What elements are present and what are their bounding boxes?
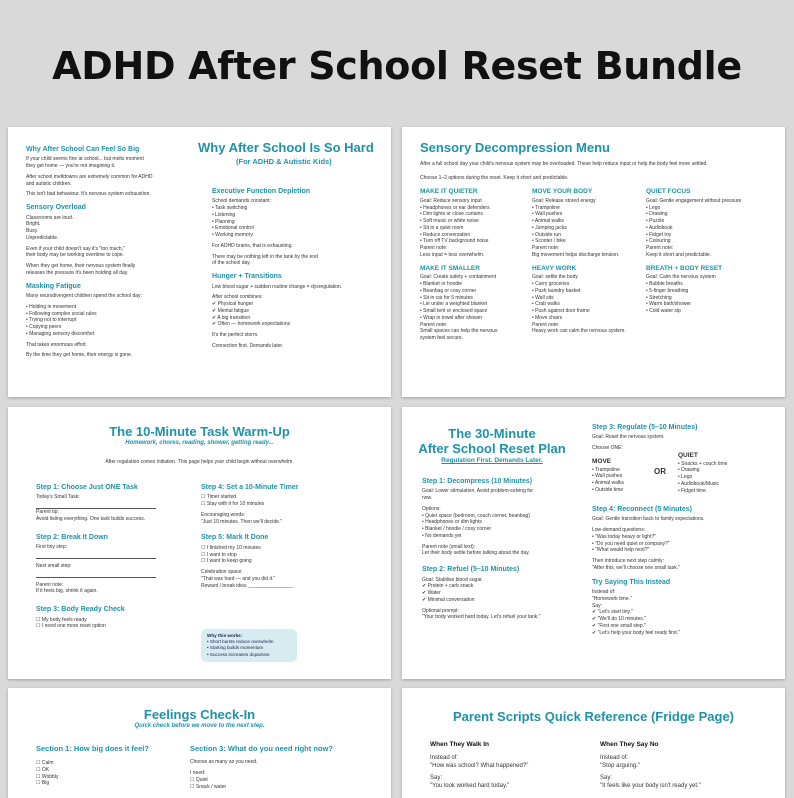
script-c2-line: Instead of:	[600, 755, 629, 761]
p1-right-line: For ADHD brains, that is exhausting.	[212, 242, 293, 249]
p2-column-1	[420, 185, 530, 342]
page-sensory-menu	[402, 127, 785, 397]
page-task-warmup	[8, 407, 391, 679]
p2-card-line: • Reduce conversation	[420, 231, 471, 238]
p1-left-line: Classrooms are loud.	[26, 214, 74, 221]
p1-right-heading: Hunger + Transitions	[212, 273, 282, 281]
p1-left-line: releases the pressure it's been holding all day.	[26, 269, 129, 276]
p4-step-line: ✔ "We'll do 10 minutes."	[592, 616, 646, 623]
p2-card-line: Heavy work can calm the nervous system.	[532, 328, 626, 335]
p2-card-line: • 5-finger breathing	[646, 287, 689, 294]
p2-card-line: • Animal walks	[532, 218, 565, 225]
p4-step-line: ✔ Protein + carb snack	[422, 583, 474, 590]
p6-col2	[600, 754, 701, 790]
callout-line: • Success increases dopamine	[207, 651, 270, 657]
p2-card-line: • Bubble breaths	[646, 281, 683, 288]
p4-step-line: "Your body worked hard today. Let's refuel your tank."	[422, 614, 541, 621]
p1-right-column	[212, 187, 382, 350]
p1-left-line: Many neurodivergent children spend the school day:	[26, 293, 142, 300]
p2-card-line: • Lie under a weighted blanket	[420, 301, 488, 308]
p2-card-line: Goal: Release stored energy	[532, 197, 596, 204]
quiet-option-line: • Lego	[678, 474, 693, 481]
p1-right-line: • Task switching	[212, 205, 248, 212]
script-c1-line: Instead of:	[430, 755, 459, 761]
p4-step-line: Then introduce next step calmly:	[592, 558, 664, 565]
p3-subtitle: Homework, chores, reading, shower, getting ready...	[125, 440, 274, 446]
move-option-line: • Wall pushes	[592, 473, 623, 480]
p3-step-heading: Step 3: Body Ready Check	[36, 606, 125, 614]
p3-step-line: If it feels big, shrink it again.	[36, 588, 98, 595]
p2-card-line: Keep it short and predictable.	[646, 251, 712, 258]
p5-section-3-intro: Choose as many as you need.	[190, 759, 258, 765]
p2-card-line: • Small tent or enclosed space	[420, 308, 488, 315]
p2-card-line: Small spaces can help the nervous	[420, 328, 498, 335]
p4-step-line: "Homework time."	[592, 595, 632, 602]
p1-right-heading: Executive Function Depletion	[212, 188, 311, 195]
need-option-line: I need:	[190, 770, 206, 776]
p3-step-heading: Step 1: Choose Just ONE Task	[36, 484, 138, 491]
p2-card-line: • Carry groceries	[532, 281, 570, 288]
p1-right-line: • Planning	[212, 218, 235, 225]
p2-card-line: • Colouring	[646, 238, 671, 245]
p3-right-column	[201, 471, 371, 589]
p2-card-line: • Cold water sip	[646, 308, 681, 315]
p3-title: The 10-Minute Task Warm-Up	[109, 424, 290, 439]
p4-step-line: ✔ "Let's start tiny."	[592, 609, 633, 616]
p1-left-line: they get home — you're not imagining it.	[26, 163, 116, 170]
p4-step-line: • Blanket / hoodie / cosy corner	[422, 526, 492, 533]
p2-intro-choose: Choose 1–2 options during the reset. Keep it short and predictable.	[420, 175, 569, 181]
p1-right-line: ✔ Mental fatigue	[212, 307, 249, 314]
p3-step-write-line	[36, 501, 156, 509]
p4-step-line: Parent note (small text):	[422, 543, 476, 550]
quiet-option-line: • Audiobook/Music	[678, 480, 719, 487]
p3-step-line: Encouraging words:	[201, 511, 246, 518]
p2-card-line: • Push laundry basket	[532, 287, 581, 294]
p4-step-line: • No demands yet	[422, 532, 462, 539]
p1-left-line: That takes enormous effort.	[26, 341, 88, 348]
p1-left-line: Bright.	[26, 221, 41, 228]
p1-left-line: Unpredictable.	[26, 234, 59, 241]
p1-left-line: • Trying not to interrupt	[26, 317, 77, 324]
feeling-option-line: ☐ Calm	[36, 760, 54, 766]
p2-card-line: Parent note:	[420, 321, 448, 328]
p4-step-heading: Try Saying This Instead	[592, 578, 671, 586]
p2-card-line: Goal: Gentle engagement without pressure	[646, 197, 742, 204]
p4-step-heading: Step 3: Regulate (5–10 Minutes)	[592, 424, 698, 431]
p4-step-line: Goal: Lower stimulation. Avoid problem-solving for	[422, 488, 534, 495]
bundle-title: ADHD After School Reset Bundle	[52, 44, 742, 88]
p3-step-line: "That was hard — and you did it."	[201, 575, 276, 582]
move-option-line: • Animal walks	[592, 480, 625, 487]
p2-card-line: • Blanket or hoodie	[420, 281, 463, 288]
p3-step-heading: Step 5: Mark It Done	[201, 534, 269, 542]
p2-card-line: Goal: settle the body	[532, 274, 578, 281]
p3-step-line: ☐ I finished my 10 minutes	[201, 544, 261, 551]
p3-intro: After regulation comes initiation. This page helps your child begin without overwhelm.	[105, 459, 294, 465]
p3-step-line: Reward / break idea: ________________	[201, 582, 294, 589]
p2-card-line: • Outside run	[532, 231, 561, 238]
p1-title: Why After School Is So Hard	[198, 140, 374, 155]
p1-right-line: There may be nothing left in the tank by the end	[212, 253, 318, 260]
p1-left-line: Even if your child doesn't say it's "too much,"	[26, 245, 125, 252]
p1-left-heading: Why After School Can Feel So Big	[26, 146, 140, 153]
why-this-works-callout	[201, 629, 297, 662]
p2-card-line: • Beanbag or cosy corner	[420, 287, 477, 294]
p2-card-line: • Wrap in towel after shower	[420, 314, 483, 321]
move-heading: MOVE	[592, 457, 612, 465]
p2-card-heading: BREATH + BODY RESET	[646, 264, 723, 272]
p2-card-heading: QUIET FOCUS	[646, 188, 691, 195]
p4-step-line: Low-demand questions:	[592, 527, 646, 534]
p2-card-line: Parent note:	[420, 245, 448, 252]
p4-step-line: • "Do you need quiet or company?"	[592, 540, 670, 547]
p3-step-line: ☐ I want to stop	[201, 551, 237, 558]
p2-card-line: Parent note:	[646, 245, 674, 252]
p2-card-line: • Drawing	[646, 211, 668, 218]
p4-step-line: "After this, we'll choose one small task."	[592, 564, 680, 571]
p1-left-line: and autistic children.	[26, 180, 72, 187]
p1-right-line: • Emotional control	[212, 225, 254, 232]
feeling-option-line: ☐ Big	[36, 780, 50, 787]
p1-left-line: This isn't bad behaviour. It's nervous system exhaustion.	[26, 191, 151, 198]
p4-step-heading: Step 4: Reconnect (5 Minutes)	[592, 505, 692, 513]
p5-section-3-options	[190, 770, 226, 790]
p2-card-line: system feel secure.	[420, 335, 464, 342]
p1-right-line: • Listening	[212, 211, 236, 218]
p4-title-line2: After School Reset Plan	[418, 441, 566, 456]
p4-step-line: ✔ Minimal conversation	[422, 596, 475, 603]
p2-card-line: • Headphones or ear defenders	[420, 204, 490, 211]
p4-step-line: Goal: Stabilise blood sugar.	[422, 576, 483, 583]
p4-step-line: Say:	[592, 602, 603, 609]
p4-step-line: Optional prompt:	[422, 607, 459, 614]
p2-card-line: • Sit in a quiet room	[420, 224, 464, 231]
script-c1-line: "How was school? What happened?"	[430, 763, 529, 770]
page-parent-scripts	[402, 688, 785, 798]
page-feelings-checkin	[8, 688, 391, 798]
page-reset-plan	[402, 407, 785, 679]
p3-step-line: Today's Small Task:	[36, 494, 80, 501]
p1-left-line: • Following complex social rules	[26, 310, 97, 317]
p5-title: Feelings Check-In	[143, 707, 256, 722]
p1-right-line: ✔ Physical hunger	[212, 301, 254, 308]
p2-card-line: • Wall pushes	[532, 211, 563, 218]
p6-col1-heading: When They Walk In	[430, 741, 489, 748]
feeling-option-line: ☐ OK	[36, 766, 50, 773]
p4-step-line: Options:	[422, 505, 441, 512]
p1-left-line: • Holding in movement	[26, 303, 77, 310]
p4-step-line: Goal: Reset the nervous system.	[592, 434, 665, 441]
p3-step-write-line	[36, 551, 156, 559]
page-why-after-school	[8, 127, 391, 397]
p1-left-line: • Managing sensory discomfort	[26, 330, 95, 337]
quiet-option-line: • Snacks + couch time	[678, 460, 728, 467]
p2-card-heading: MAKE IT SMALLER	[420, 264, 480, 272]
p1-left-line: When they get home, their nervous system finally	[26, 263, 136, 270]
p3-step-heading: Step 2: Break It Down	[36, 533, 108, 541]
p4-right-column	[592, 417, 772, 636]
p4-step-heading: Step 2: Refuel (5–10 Minutes)	[422, 566, 520, 574]
p2-card-line: Less input = less overwhelm.	[420, 251, 485, 258]
p3-step-line: ☐ Timer started	[201, 494, 237, 501]
p2-card-line: Goal: Calm the nervous system	[646, 274, 716, 281]
p4-step-line: • Headphones or dim lights	[422, 519, 482, 526]
p3-step-line: Parent note:	[36, 581, 64, 588]
p2-card-line: • Crab walks	[532, 301, 560, 308]
p2-card-line: • Lego	[646, 204, 661, 211]
move-options	[592, 458, 624, 494]
script-c2-line: "Stop arguing."	[600, 763, 640, 770]
quiet-options	[678, 452, 727, 495]
p6-col2-heading: When They Say No	[600, 741, 659, 748]
p2-card-heading: MOVE YOUR BODY	[532, 188, 593, 195]
p2-title: Sensory Decompression Menu	[420, 140, 610, 155]
p4-step-heading: Step 1: Decompress (10 Minutes)	[422, 478, 533, 485]
p3-step-line: Avoid listing everything. One task builds success.	[36, 515, 146, 522]
p2-card-line: • Audiobook	[646, 224, 673, 231]
p5-section-1: Section 1: How big does it feel?	[36, 744, 149, 753]
p2-card-line: • Sit in car for 5 minutes	[420, 294, 473, 301]
script-c1-line: "You look worked hard today."	[430, 783, 510, 790]
p3-step-line: "Just 10 minutes. Then we'll decide."	[201, 518, 283, 525]
p1-right-line: of the school day.	[212, 260, 251, 267]
p2-card-line: • Soft music or white noise	[420, 218, 479, 225]
p2-card-line: • Stretching	[646, 294, 672, 301]
p2-column-2	[532, 185, 642, 335]
p4-step-line: • "What would help next?"	[592, 547, 650, 554]
p1-right-line: ✔ Often — homework expectations	[212, 321, 291, 328]
p3-step-line: Celebration space:	[201, 569, 243, 576]
p3-step-line: ☐ I need one more reset option	[36, 623, 106, 630]
p3-step-line: ☐ I want to keep going	[201, 558, 252, 565]
p3-step-line: Next small step:	[36, 562, 72, 569]
p2-card-line: • Fidget toy	[646, 231, 672, 238]
script-c2-line: "It feels like your body isn't ready yet."	[600, 783, 701, 790]
p2-column-3	[646, 185, 771, 315]
p5-section-1-options	[36, 760, 58, 787]
p1-right-line: ✔ A big transition	[212, 314, 251, 321]
need-option-line: ☐ Snack / water	[190, 783, 227, 790]
p1-left-line: • Copying peers	[26, 324, 62, 331]
p1-right-line: Connection first. Demands later.	[212, 342, 284, 349]
p4-title-line1: The 30-Minute	[448, 426, 536, 441]
p3-step-heading: Step 4: Set a 10-Minute Timer	[201, 484, 299, 491]
p2-intro: After a full school day your child's nervous system may be overloaded. These help reduce input or help the body feel more settled.	[420, 161, 708, 167]
p3-left-column	[36, 471, 196, 630]
p2-card-heading: HEAVY WORK	[532, 264, 577, 272]
script-c2-line: Say:	[600, 775, 613, 782]
p4-subtitle: Regulation First. Demands Later.	[441, 457, 543, 464]
p2-card-line: Big movement helps discharge tension.	[532, 251, 620, 258]
p1-left-line: Busy.	[26, 228, 39, 235]
need-option-line: ☐ Quiet	[190, 776, 208, 783]
p2-card-line: • Turn off TV background noise	[420, 238, 489, 245]
p1-left-heading: Sensory Overload	[26, 204, 86, 212]
p2-card-heading: MAKE IT QUIETER	[420, 188, 478, 195]
quiet-option-line: • Drawing	[678, 467, 700, 474]
callout-line: • Short bursts reduce overwhelm	[207, 639, 274, 645]
p6-col1	[430, 754, 528, 790]
p2-card-line: Goal: Reduce sensory input	[420, 197, 482, 204]
p6-title: Parent Scripts Quick Reference (Fridge Page)	[452, 709, 735, 724]
p4-step-line: Goal: Gentle transition back to family expectations.	[592, 516, 705, 523]
p2-card-line: • Dim lights or close curtains	[420, 211, 483, 218]
feeling-option-line: ☐ Wobbly	[36, 773, 59, 780]
p3-step-line: First tiny step:	[36, 544, 68, 551]
p1-left-column	[26, 145, 196, 359]
p1-right-line: After school combines:	[212, 294, 263, 301]
p3-step-write-line	[36, 570, 156, 578]
or-label: OR	[654, 466, 666, 476]
p3-step-line: ☐ My body feels ready	[36, 616, 87, 623]
p2-card-line: • Jumping jacks	[532, 224, 567, 231]
p2-card-line: • Scooter / bike	[532, 238, 566, 245]
quiet-heading: QUIET	[678, 451, 698, 459]
p2-card-line: • Trampoline	[532, 204, 560, 211]
p1-left-line: their body may be working overtime to cope.	[26, 252, 125, 259]
p2-card-line: Parent note:	[532, 321, 560, 328]
p1-subtitle: (For ADHD & Autistic Kids)	[236, 157, 332, 166]
p1-left-line: If your child seems fine at school... but melts moment	[26, 156, 144, 163]
p2-card-line: • Warm bath/shower	[646, 301, 691, 308]
p1-left-line: After school meltdowns are extremely common for ADHD	[26, 173, 153, 180]
p4-choose-one: Choose ONE:	[592, 445, 623, 452]
quiet-option-line: • Fidget time	[678, 487, 706, 494]
p1-left-heading: Masking Fatigue	[26, 282, 81, 290]
p1-right-line: Low blood sugar + sudden routine change = dysregulation.	[212, 283, 343, 290]
p4-step-line: ✔ "Let's help your body feel ready first."	[592, 629, 680, 636]
p4-step-line: Instead of:	[592, 589, 616, 596]
p1-right-line: • Working memory	[212, 232, 253, 239]
p2-card-line: Goal: Create safety + containment	[420, 274, 497, 281]
p4-step-line: ✔ "First one small step."	[592, 622, 646, 629]
p1-left-line: By the time they get home, their energy is gone.	[26, 352, 133, 359]
p4-step-line: now.	[422, 495, 433, 502]
callout-line: Why this works:	[207, 633, 243, 638]
p2-card-line: Parent note:	[532, 245, 560, 252]
p3-step-line: ☐ Stay with it for 10 minutes	[201, 501, 265, 508]
p4-left-column	[422, 477, 587, 621]
p4-step-line: Let their body settle before talking about the day.	[422, 550, 530, 557]
p4-step-line: • Quiet space (bedroom, couch corner, beanbag)	[422, 512, 530, 519]
p4-step-line: ✔ Water	[422, 590, 441, 597]
p2-card-line: • Push against door frame	[532, 308, 590, 315]
p1-right-line: It's the perfect storm.	[212, 332, 259, 339]
p5-subtitle: Quick check before we move to the next step.	[134, 723, 265, 729]
p4-step-line: • "Was today heavy or light?"	[592, 533, 657, 540]
p3-step-line: Parent tip:	[36, 509, 59, 516]
script-c1-line: Say:	[430, 775, 443, 782]
p2-card-line: • Puzzle	[646, 218, 665, 225]
p5-section-3: Section 3: What do you need right now?	[190, 744, 333, 753]
p2-card-line: • Move chairs	[532, 314, 563, 321]
move-or-quiet-block	[592, 451, 772, 499]
p2-card-line: • Wall sits	[532, 294, 554, 301]
p1-right-line: School demands constant:	[212, 198, 271, 205]
move-option-line: • Trampoline	[592, 466, 620, 473]
callout-line: • Starting builds momentum	[207, 645, 264, 651]
move-option-line: • Outside time	[592, 486, 624, 493]
